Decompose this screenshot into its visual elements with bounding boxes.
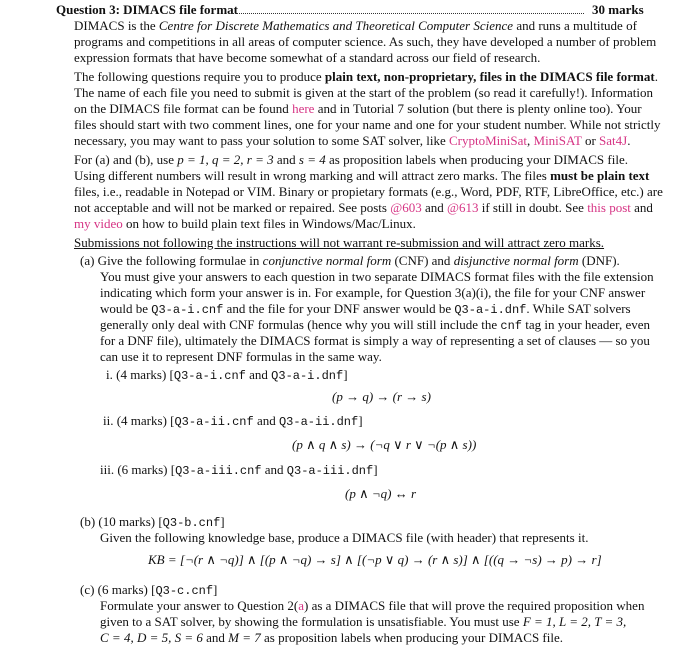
intro-line-1: DIMACS is the Centre for Discrete Mathematics and Theoretical Computer Science and runs a multitude of	[74, 18, 637, 33]
formula-b-kb: KB = [¬(r ∧ ¬q)] ∧ [(p ∧ ¬q) → s] ∧ [(¬p ∨ q) → (r ∧ s)] ∧ [((q → ¬s) → p) → r]	[148, 552, 602, 567]
part-a-line-2: You must give your answers to each question in two separate DIMACS format files with the file extension	[100, 269, 654, 284]
this-post-link[interactable]: this post	[587, 200, 631, 215]
post-603-link[interactable]: @603	[390, 200, 422, 215]
question-2a-link[interactable]: a	[298, 598, 304, 613]
part-c-line-3: given to a SAT solver, by showing the formulation is unsatisfiable. You must use F = 1, L = 2, T = 3,	[100, 614, 627, 629]
part-a-line-3: indicating which form your answer is in. For example, for Question 3(a)(i), the file for your CNF answer	[100, 285, 646, 300]
p2-line-5: necessary, you may want to pass your solution to some SAT solver, like CryptoMiniSat, MiniSAT or Sat4J.	[74, 133, 631, 148]
part-a-line-7: can use it to represent DNF formulas in the same way.	[100, 349, 382, 364]
submission-warning: Submissions not following the instructions will not warrant re-submission and will attract zero marks.	[74, 235, 605, 250]
intro-line-2: programs and competitions in all areas of computer science. As such, they have developed a number of problem	[74, 34, 657, 49]
question-marks: 30 marks	[592, 2, 644, 17]
p3-line-3: files, i.e., readable in Notepad or VIM. Binary or propietary formats (e.g., Word, PDF, RTF, LibreOffice, etc.) are	[74, 184, 663, 199]
post-613-link[interactable]: @613	[447, 200, 479, 215]
p2-line-1: The following questions require you to produce plain text, non-proprietary, files in the DIMACS file format.	[74, 69, 658, 84]
sat4j-link[interactable]: Sat4J	[599, 133, 628, 148]
intro-line-3: expression formats that have become somewhat of a standard across our field of research.	[74, 50, 541, 65]
p3-line-2: Using different numbers will result in wrong marking and will attract zero marks. The files must be plain text	[74, 168, 650, 183]
here-link[interactable]: here	[292, 101, 315, 116]
part-a-iii-header: iii. (6 marks) [Q3-a-iii.cnf and Q3-a-iii.dnf]	[100, 462, 378, 478]
part-c-header: (c) (6 marks) [Q3-c.cnf]	[80, 582, 218, 598]
part-a-line-5: generally only deal with CNF formulas (hence why you will still include the cnf tag in your header, even	[100, 317, 650, 333]
formula-a-iii: (p ∧ ¬q) ↔ r	[345, 486, 417, 501]
part-a-ii-header: ii. (4 marks) [Q3-a-ii.cnf and Q3-a-ii.dnf]	[103, 413, 363, 429]
part-a-i-header: i. (4 marks) [Q3-a-i.cnf and Q3-a-i.dnf]	[106, 367, 348, 383]
part-a-line-6: for a DNF file), ultimately the DIMACS format is simply a way of representing a set of clauses — so you	[100, 333, 650, 348]
part-c-line-2: Formulate your answer to Question 2(a) as a DIMACS file that will prove the required proposition when	[100, 598, 645, 613]
part-b-line-2: Given the following knowledge base, produce a DIMACS file (with header) that represents it.	[100, 530, 589, 545]
p3-line-4: not acceptable and will not be marked or repaired. See posts @603 and @613 if still in doubt. See this post and	[74, 200, 653, 215]
my-video-link[interactable]: my video	[74, 216, 123, 231]
p2-line-3: on the DIMACS file format can be found here and in Tutorial 7 solution (but there is plenty online too). Your	[74, 101, 642, 116]
formula-a-ii: (p ∧ q ∧ s) → (¬q ∨ r ∨ ¬(p ∧ s))	[292, 437, 477, 452]
cryptominisat-link[interactable]: CryptoMiniSat	[449, 133, 528, 148]
p2-line-2: The name of each file you need to submit is given at the start of the problem (so read it carefully!). Information	[74, 85, 654, 100]
part-a-line-1: (a) Give the following formulae in conjunctive normal form (CNF) and disjunctive normal form (DNF).	[80, 253, 620, 268]
part-c-line-4: C = 4, D = 5, S = 6 and M = 7 as proposition labels when producing your DIMACS file.	[100, 630, 563, 645]
title-text: Question 3: DIMACS file format	[56, 2, 238, 17]
p3-line-1: For (a) and (b), use p = 1, q = 2, r = 3 and s = 4 as proposition labels when producing your DIMACS file.	[74, 152, 628, 167]
minisat-link[interactable]: MiniSAT	[533, 133, 582, 148]
dot-leader	[232, 13, 584, 14]
part-a-line-4: would be Q3-a-i.cnf and the file for your DNF answer would be Q3-a-i.dnf. While SAT solvers	[100, 301, 631, 317]
p3-line-5: my video on how to build plain text files in Windows/Mac/Linux.	[74, 216, 416, 231]
formula-a-i: (p → q) → (r → s)	[332, 389, 431, 404]
part-b-header: (b) (10 marks) [Q3-b.cnf]	[80, 514, 225, 530]
p2-line-4: files should start with two comment lines, one for your name and one for your student number. While not strictly	[74, 117, 661, 132]
